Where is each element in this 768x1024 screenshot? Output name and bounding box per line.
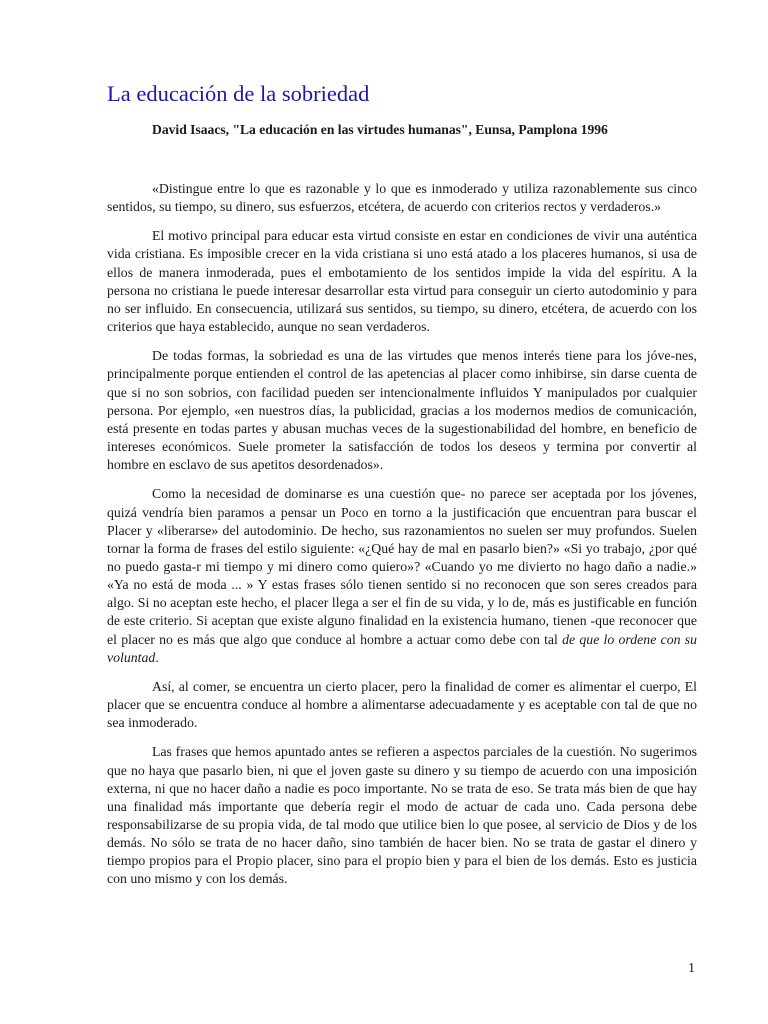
document-title: La educación de la sobriedad: [107, 81, 370, 106]
paragraph-justification-period: .: [155, 649, 159, 665]
page-number: 1: [688, 961, 695, 976]
document-body: [107, 180, 697, 900]
paragraph-justification-text: Como la necesidad de dominarse es una cuestión que- no parece ser aceptada por los jóvenes, quizá vendría bien paramos a pensar un Poco en torno a la justificación que encuentran para buscar el Placer y «liberarse» del autodominio. De hecho, sus razonamientos no suelen ser muy profundos. Suelen tornar la forma de frases del estilo siguiente: «¿Qué hay de mal en pasarlo bien?» «Si yo trabajo, ¿por qué no puedo gasta-r mi tiempo y mi dinero como quiero»? «Cuando yo me divierto no hago daño a nadie.» «Ya no está de moda ... » Y estas frases sólo tienen sentido si no reconocen que son seres creados para algo. Si no aceptan este hecho, el placer llega a ser el fin de su vida, y lo de, más es justificable en función de este criterio. Si aceptan que existe alguno finalidad en la existencia humano, tienen -que reconocer que el placer no es más que algo que conduce al hombre a actuar como debe con tal: [107, 486, 697, 647]
paragraph-justification-italic: de que lo ordene con su voluntad: [107, 631, 697, 665]
document-subtitle: David Isaacs, "La educación en las virtudes humanas", Eunsa, Pamplona 1996: [152, 122, 608, 137]
paragraph-motive: El motivo principal para educar esta virtud consiste en estar en condiciones de vivir una auténtica vida cristiana. Es imposible crecer en la vida cristiana si uno está atado a los placeres humanos, si usa de ellos de manera inmoderada, pues el embotamiento de los sentidos impide la vida del espíritu. A la persona no cristiana le puede interesar desarrollar esta virtud para conseguir un cierto autodominio y para no ser influido. En consecuencia, utilizará sus sentidos, su tiempo, su dinero, etcétera, de acuerdo con los criterios que haya establecido, aunque no sean verdaderos.: [107, 228, 697, 335]
paragraph-eating: Así, al comer, se encuentra un cierto placer, pero la finalidad de comer es alimentar el cuerpo, El placer que se encuentra conduce al hombre a alimentarse adecuadamente y es aceptable con tal de que no sea inmoderado.: [107, 678, 697, 731]
paragraph-definition: «Distingue entre lo que es razonable y lo que es inmoderado y utiliza razonablemente sus cinco sentidos, su tiempo, su dinero, sus esfuerzos, etcétera, de acuerdo con criterios rectos y verdaderos.»: [107, 181, 697, 215]
paragraph-conclusion: Las frases que hemos apuntado antes se refieren a aspectos parciales de la cuestión. No sugerimos que no haya que pasarlo bien, ni que el joven gaste su dinero y su tiempo de acuerdo con una imposición externa, ni que no hacer daño a nadie es poco importante. No se trata de eso. Se trata más bien de que hay una finalidad más importante que debería regir el modo de actuar de cada uno. Cada persona debe responsabilizarse de su propia vida, de tal modo que utilice bien lo que posee, al servicio de Dios y de los demás. No sólo se trata de no hacer daño, sino también de hacer bien. No se trata de gastar el dinero y tiempo propios para el Propio placer, sino para el propio bien y para el bien de los demás. Esto es justicia con uno mismo y con los demás.: [107, 744, 697, 887]
paragraph-youth: De todas formas, la sobriedad es una de las virtudes que menos interés tiene para los jóve-nes, principalmente porque entienden el control de las apetencias al placer como inhibirse, sin darse cuenta de que si no son sobrios, con facilidad pueden ser intencionalmente influidos Y manipulados por cualquier persona. Por ejemplo, «en nuestros días, la publicidad, gracias a los modernos medios de comunicación, está presente en todas partes y abusan muchas veces de la sugestionabilidad del hombre, en beneficio de intereses económicos. Suele prometer la satisfacción de todos los deseos y termina por convertir al hombre en esclavo de sus apetitos desordenados».: [107, 348, 697, 473]
paragraph-justification: [107, 485, 697, 667]
